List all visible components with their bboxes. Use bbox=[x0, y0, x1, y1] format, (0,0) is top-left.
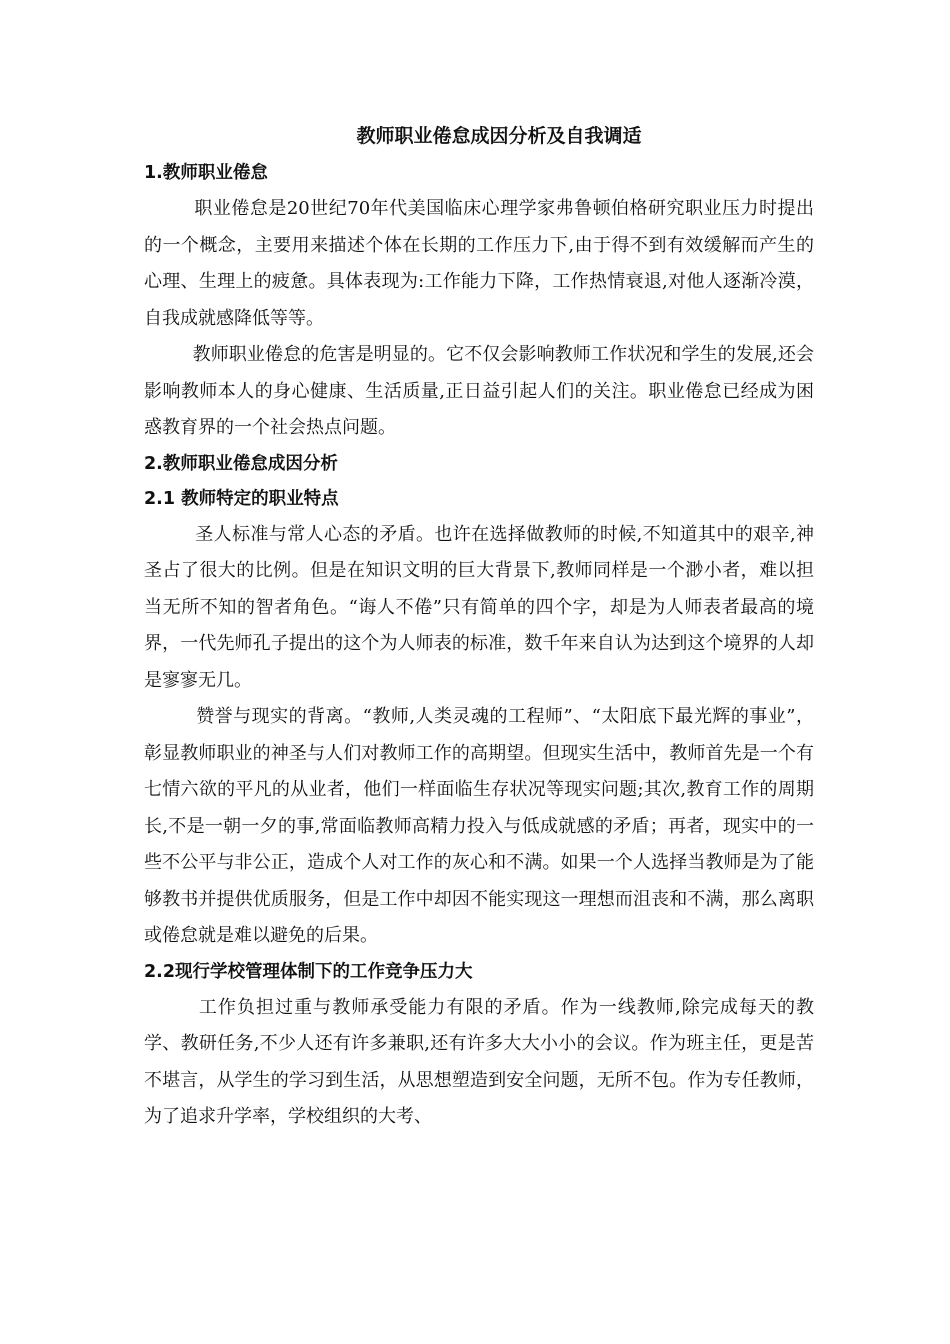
section-heading-1: 1.教师职业倦怠 bbox=[144, 163, 268, 183]
section-heading-2-1: 2.1 教师特定的职业特点 bbox=[144, 488, 339, 509]
document-body bbox=[144, 118, 814, 1136]
paragraph-praise-reality: 赞誉与现实的背离。“教师,人类灵魂的工程师”、“太阳底下最光辉的事业”，彰显教师职业的神圣与人们对教师工作的高期望。但现实生活中，教师首先是一个有七情六欲的平凡的从业者，他们一样面临生存状况等现实问题;其次,教育工作的周期长,不是一朝一夕的事,常面临教师高精力投入与低成就感的矛盾；再者，现实中的一些不公平与非公正，造成个人对工作的灰心和不满。如果一个人选择当教师是为了能够教书并提供优质服务，但是工作中却因不能实现这一理想而沮丧和不满，那么离职或倦怠就是难以避免的后果。 bbox=[144, 706, 814, 946]
section-heading-2-2: 2.2现行学校管理体制下的工作竞争压力大 bbox=[144, 961, 473, 982]
section-heading-2: 2.教师职业倦怠成因分析 bbox=[144, 453, 338, 474]
paragraph-sage-standard: 圣人标准与常人心态的矛盾。也许在选择做教师的时候,不知道其中的艰辛,神圣占了很大的比例。但是在知识文明的巨大背景下,教师同样是一个渺小者，难以担当无所不知的智者角色。“诲人不倦”只有简单的四个字，却是为人师表者最高的境界，一代先师孔子提出的这个为人师表的标准，数千年来自认为达到这个境界的人却是寥寥无几。 bbox=[144, 523, 814, 691]
paragraph-burnout-definition: 职业倦怠是20世纪70年代美国临床心理学家弗鲁顿伯格研究职业压力时提出的一个概念，主要用来描述个体在长期的工作压力下,由于得不到有效缓解而产生的心理、生理上的疲惫。具体表现为:工作能力下降，工作热情衰退,对他人逐渐冷漠，自我成就感降低等等。 bbox=[144, 198, 814, 329]
paragraph-burnout-harm: 教师职业倦怠的危害是明显的。它不仅会影响教师工作状况和学生的发展,还会影响教师本人的身心健康、生活质量,正日益引起人们的关注。职业倦怠已经成为困惑教育界的一个社会热点问题。 bbox=[144, 344, 814, 438]
paragraph-workload: 工作负担过重与教师承受能力有限的矛盾。作为一线教师,除完成每天的教学、教研任务,不少人还有许多兼职,还有许多大大小小的会议。作为班主任，更是苦不堪言，从学生的学习到生活，从思想塑造到安全问题，无所不包。作为专任教师，为了追求升学率，学校组织的大考、 bbox=[144, 996, 814, 1127]
document-title: 教师职业倦怠成因分析及自我调适 bbox=[356, 125, 642, 147]
